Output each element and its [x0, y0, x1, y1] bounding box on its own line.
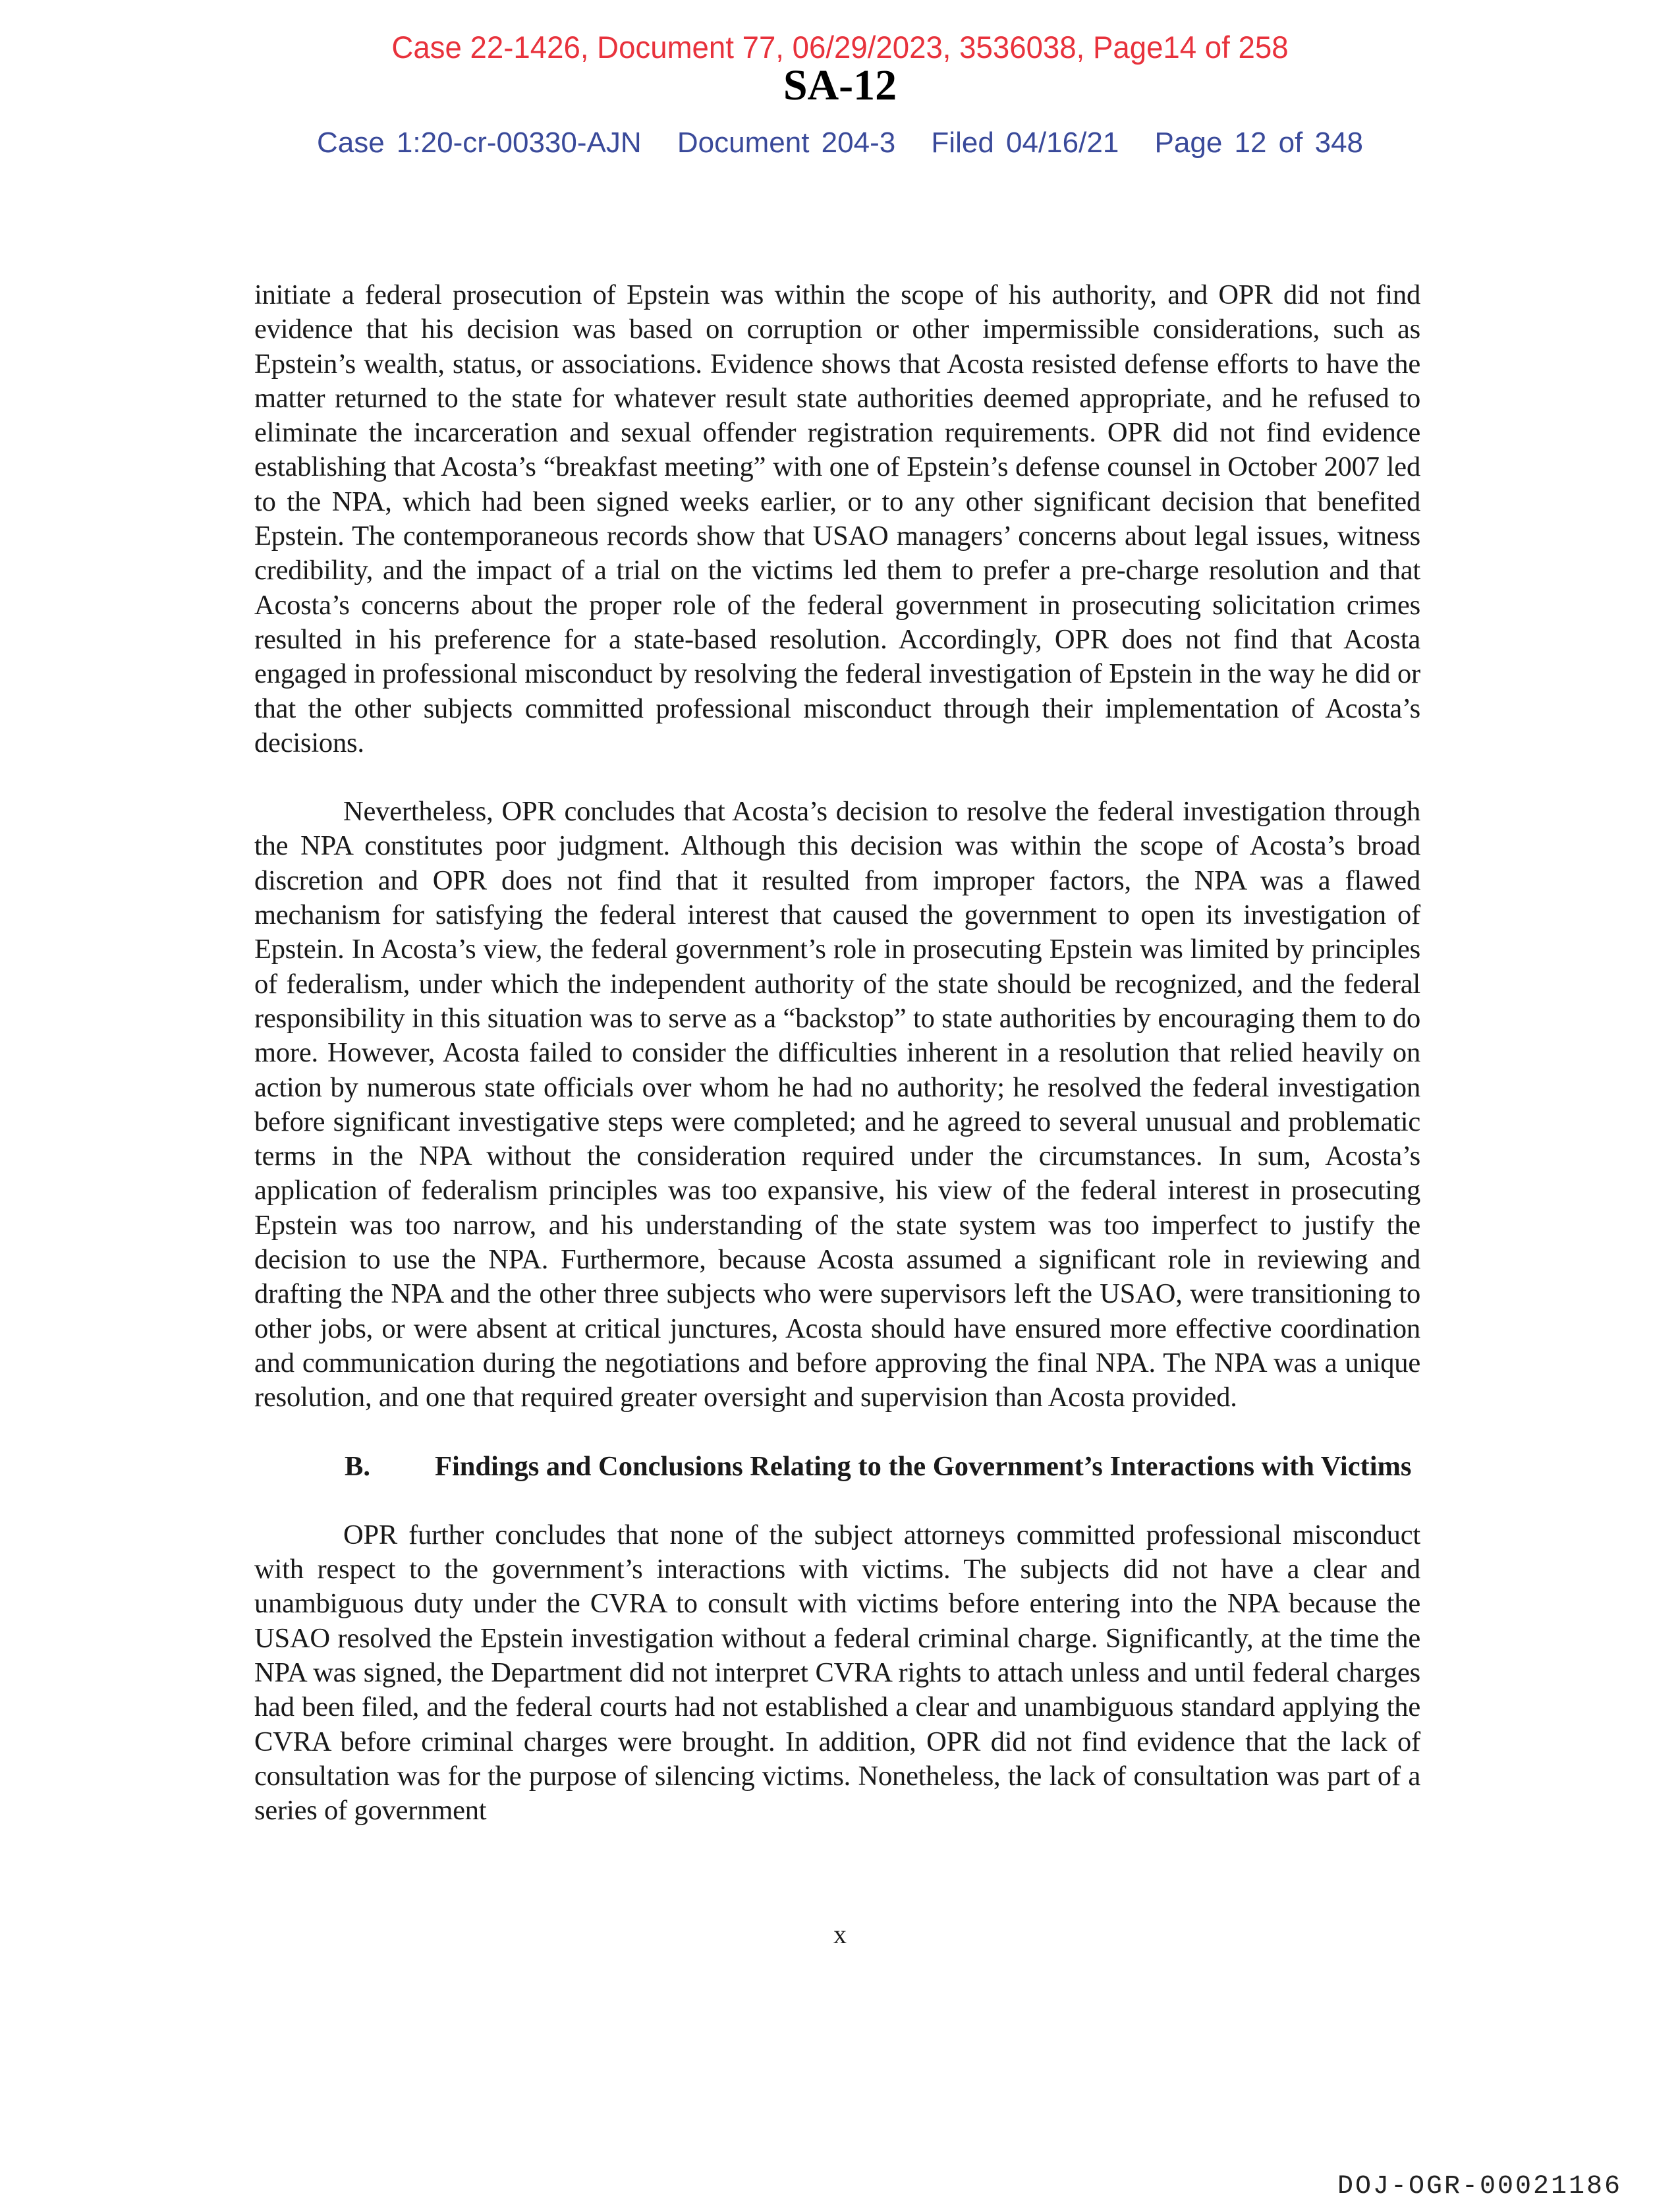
body-paragraph: Nevertheless, OPR concludes that Acosta’s decision to resolve the federal investigation through the NPA constitutes poor judgment. Although this decision was within the scope of Acosta’s broad discretion and OPR does not find that it resulted from improper factors, the NPA was a flawed mechanism for satisfying the federal interest that caused the government to open its investigation of Epstein. In Acosta’s view, the federal government’s role in prosecuting Epstein was limited by principles of federalism, under which the independent authority of the state should be recognized, and the federal responsibility in this situation was to serve as a “backstop” to state authorities by encouraging them to do more. However, Acosta failed to consider the difficulties inherent in a resolution that relied heavily on action by numerous state officials over whom he had no authority; he resolved the federal investigation before significant investigative steps were completed; and he agreed to several unusual and problematic terms in the NPA without the consideration required under the circumstances. In sum, Acosta’s application of federalism principles was too expansive, his view of the federal interest in prosecuting Epstein was too narrow, and his understanding of the state system was too imperfect to justify the decision to use the NPA. Furthermore, because Acosta assumed a significant role in reviewing and drafting the NPA and the other three subjects who were supervisors left the USAO, were transitioning to other jobs, or were absent at critical junctures, Acosta should have ensured more effective coordination and communication during the negotiations and before approving the final NPA. The NPA was a unique resolution, and one that required greater oversight and supervision than Acosta provided.	[254, 796, 1420, 1413]
section-heading-title: Findings and Conclusions Relating to the Government’s Interactions with Victims	[435, 1450, 1412, 1482]
district-page-count: Page 12 of 348	[1154, 127, 1364, 159]
district-case-number: Case 1:20-cr-00330-AJN	[316, 127, 642, 159]
document-body	[254, 278, 1420, 1828]
section-heading	[254, 1450, 1420, 1484]
body-paragraph: initiate a federal prosecution of Epstein was within the scope of his authority, and OPR did not find evidence that his decision was based on corruption or other impermissible considerations, such as Epstein’s wealth, status, or associations. Evidence shows that Acosta resisted defense efforts to have the matter returned to the state for whatever result state authorities deemed appropriate, and he refused to eliminate the incarceration and sexual offender registration requirements. OPR did not find evidence establishing that Acosta’s “breakfast meeting” with one of Epstein’s defense counsel in October 2007 led to the NPA, which had been signed weeks earlier, or to any other significant decision that benefited Epstein. The contemporaneous records show that USAO managers’ concerns about legal issues, witness credibility, and the impact of a trial on the victims led them to prefer a pre-charge resolution and that Acosta’s concerns about the proper role of the federal government in prosecuting solicitation crimes resulted in his preference for a state-based resolution. Accordingly, OPR does not find that Acosta engaged in professional misconduct by resolving the federal investigation of Epstein in the way he did or that the other subjects committed professional misconduct through their implementation of Acosta’s decisions.	[254, 279, 1420, 758]
body-paragraph: OPR further concludes that none of the subject attorneys committed professional misconduct with respect to the government’s interactions with victims. The subjects did not have a clear and unambiguous duty under the CVRA to consult with victims before entering into the NPA because the USAO resolved the Epstein investigation without a federal criminal charge. Significantly, at the time the NPA was signed, the Department did not interpret CVRA rights to attach unless and until federal charges had been filed, and the federal courts had not established a clear and unambiguous standard applying the CVRA before criminal charges were brought. In addition, OPR did not find evidence that the lack of consultation was for the purpose of silencing victims. Nonetheless, the lack of consultation was part of a series of government	[254, 1519, 1420, 1827]
appellate-case-stamp: Case 22-1426, Document 77, 06/29/2023, 3536038, Page14 of 258	[391, 30, 1289, 65]
page-number: x	[833, 1919, 847, 1949]
district-case-stamp	[0, 125, 1680, 161]
district-filed-date: Filed 04/16/21	[931, 127, 1119, 159]
bates-number: DOJ-OGR-00021186	[1337, 2172, 1622, 2201]
district-document-number: Document 204-3	[677, 127, 896, 159]
appendix-page-label: SA-12	[783, 61, 897, 109]
section-heading-letter: B.	[345, 1450, 370, 1482]
